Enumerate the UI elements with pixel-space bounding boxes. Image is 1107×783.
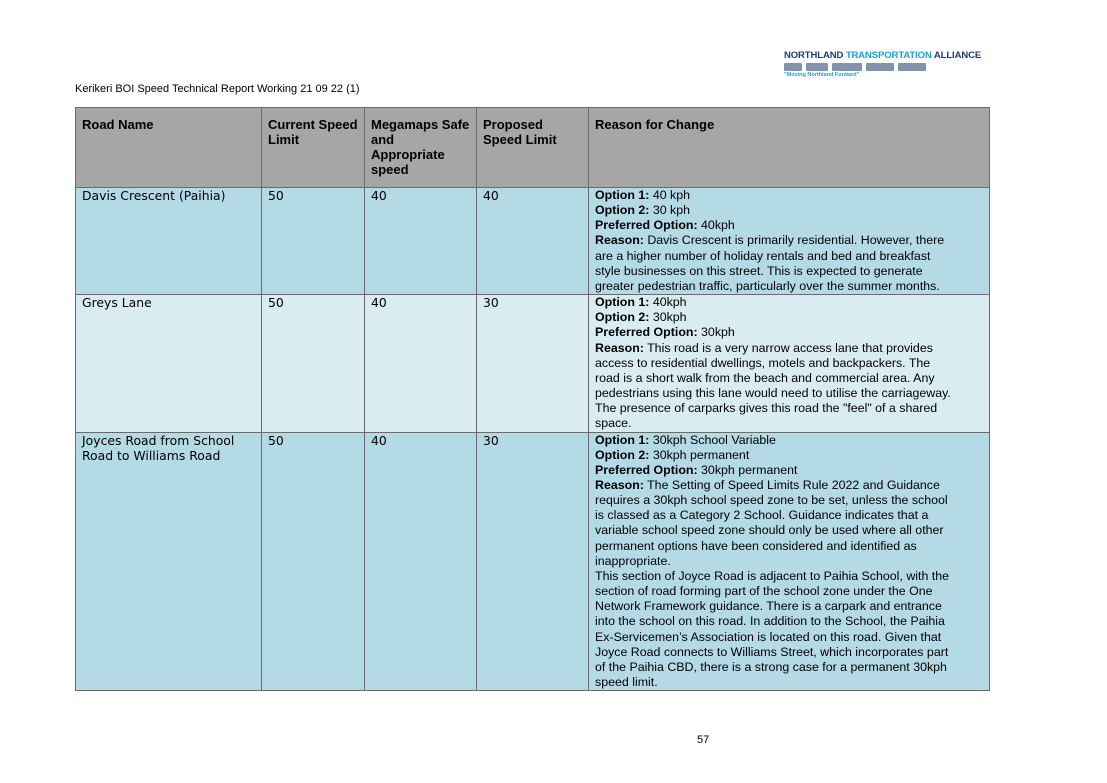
reason-text: Ex-Servicemen’s Association is located on this road. Given that	[595, 629, 942, 644]
road-name-cell: Joyces Road from School Road to Williams Road	[76, 432, 262, 691]
current-speed-cell: 50	[262, 188, 365, 295]
option-2-line: Option 2: 30kph permanent	[595, 447, 750, 462]
reason-text: The presence of carparks gives this road the "feel" of a shared	[595, 401, 938, 416]
reason-text: Reason: This road is a very narrow access lane that provides	[595, 340, 933, 355]
logo-title: NORTHLAND TRANSPORTATION ALLIANCE	[784, 50, 982, 61]
reason-text: Network Framework guidance. There is a carpark and entrance	[595, 599, 942, 614]
proposed-speed-cell: 30	[477, 295, 589, 432]
reason-text: variable school speed zone should only be used where all other	[595, 523, 944, 538]
road-name-cell: Greys Lane	[76, 295, 262, 432]
reason-text: space.	[595, 416, 632, 431]
kaipara-council-logo	[806, 63, 828, 71]
logo-tagline: "Moving Northland Forward"	[784, 72, 860, 78]
reason-text: permanent options have been considered and identified as	[595, 538, 917, 553]
table-header-row	[76, 108, 990, 188]
speed-limit-table	[75, 107, 990, 691]
preferred-option-line: Preferred Option: 30kph	[595, 325, 735, 340]
page-number: 57	[697, 734, 710, 746]
preferred-option-line: Preferred Option: 40kph	[595, 218, 735, 233]
reason-text: of the Paihia CBD, there is a strong case for a permanent 30kph	[595, 659, 947, 674]
current-speed-cell: 50	[262, 295, 365, 432]
reason-text: Reason: Davis Crescent is primarily residential. However, there	[595, 233, 945, 248]
option-1-line: Option 1: 30kph School Variable	[595, 432, 776, 447]
northland-council-logo	[866, 63, 894, 71]
megamaps-speed-cell: 40	[365, 432, 477, 691]
header-reason: Reason for Change	[589, 108, 990, 188]
road-name-cell: Davis Crescent (Paihia)	[76, 188, 262, 295]
reason-cell	[589, 295, 990, 432]
reason-text: inappropriate.	[595, 553, 671, 568]
proposed-speed-cell: 30	[477, 432, 589, 691]
header-proposed-speed: Proposed Speed Limit	[477, 108, 589, 188]
reason-text: Joyce Road connects to Williams Street, which incorporates part	[595, 644, 949, 659]
proposed-speed-cell: 40	[477, 188, 589, 295]
header-road-name: Road Name	[76, 108, 262, 188]
reason-text: into the school on this road. In addition to the School, the Paihia	[595, 614, 945, 629]
reason-text: section of road forming part of the school zone under the One	[595, 584, 933, 599]
option-1-line: Option 1: 40 kph	[595, 188, 691, 202]
header-current-speed: Current Speed Limit	[262, 108, 365, 188]
reason-text: greater pedestrian traffic, particularly over the summer months.	[595, 278, 940, 293]
megamaps-speed-cell: 40	[365, 295, 477, 432]
megamaps-speed-cell: 40	[365, 188, 477, 295]
table-row	[76, 295, 990, 432]
alliance-logo	[784, 50, 982, 82]
reason-text: style businesses on this street. This is expected to generate	[595, 263, 923, 278]
document-header: Kerikeri BOI Speed Technical Report Working 21 09 22 (1)	[75, 83, 360, 95]
option-1-line: Option 1: 40kph	[595, 295, 687, 310]
option-2-line: Option 2: 30 kph	[595, 203, 691, 218]
reason-cell	[589, 432, 990, 691]
header-megamaps-speed: Megamaps Safe and Appropriate speed	[365, 108, 477, 188]
table-row	[76, 188, 990, 295]
reason-text: This section of Joyce Road is adjacent to Paihia School, with the	[595, 568, 950, 583]
reason-text: road is a short walk from the beach and commercial area. Any	[595, 370, 935, 385]
reason-text: speed limit.	[595, 675, 658, 689]
reason-text: pedestrians using this lane would need to utilise the carriageway.	[595, 386, 951, 401]
current-speed-cell: 50	[262, 432, 365, 691]
reason-text: Reason: The Setting of Speed Limits Rule 2022 and Guidance	[595, 477, 940, 492]
whangarei-council-logo	[832, 63, 862, 71]
option-2-line: Option 2: 30kph	[595, 310, 687, 325]
reason-cell	[589, 188, 990, 295]
partner-logos	[784, 63, 954, 71]
reason-text: are a higher number of holiday rentals and bed and breakfast	[595, 248, 931, 263]
far-north-council-logo	[784, 63, 802, 71]
nz-transport-agency-logo	[898, 63, 926, 71]
preferred-option-line: Preferred Option: 30kph permanent	[595, 462, 798, 477]
reason-text: access to residential dwellings, motels and backpackers. The	[595, 355, 931, 370]
table-row	[76, 432, 990, 691]
reason-text: requires a 30kph school speed zone to be set, unless the school	[595, 493, 948, 508]
reason-text: is classed as a Category 2 School. Guidance indicates that a	[595, 508, 929, 523]
